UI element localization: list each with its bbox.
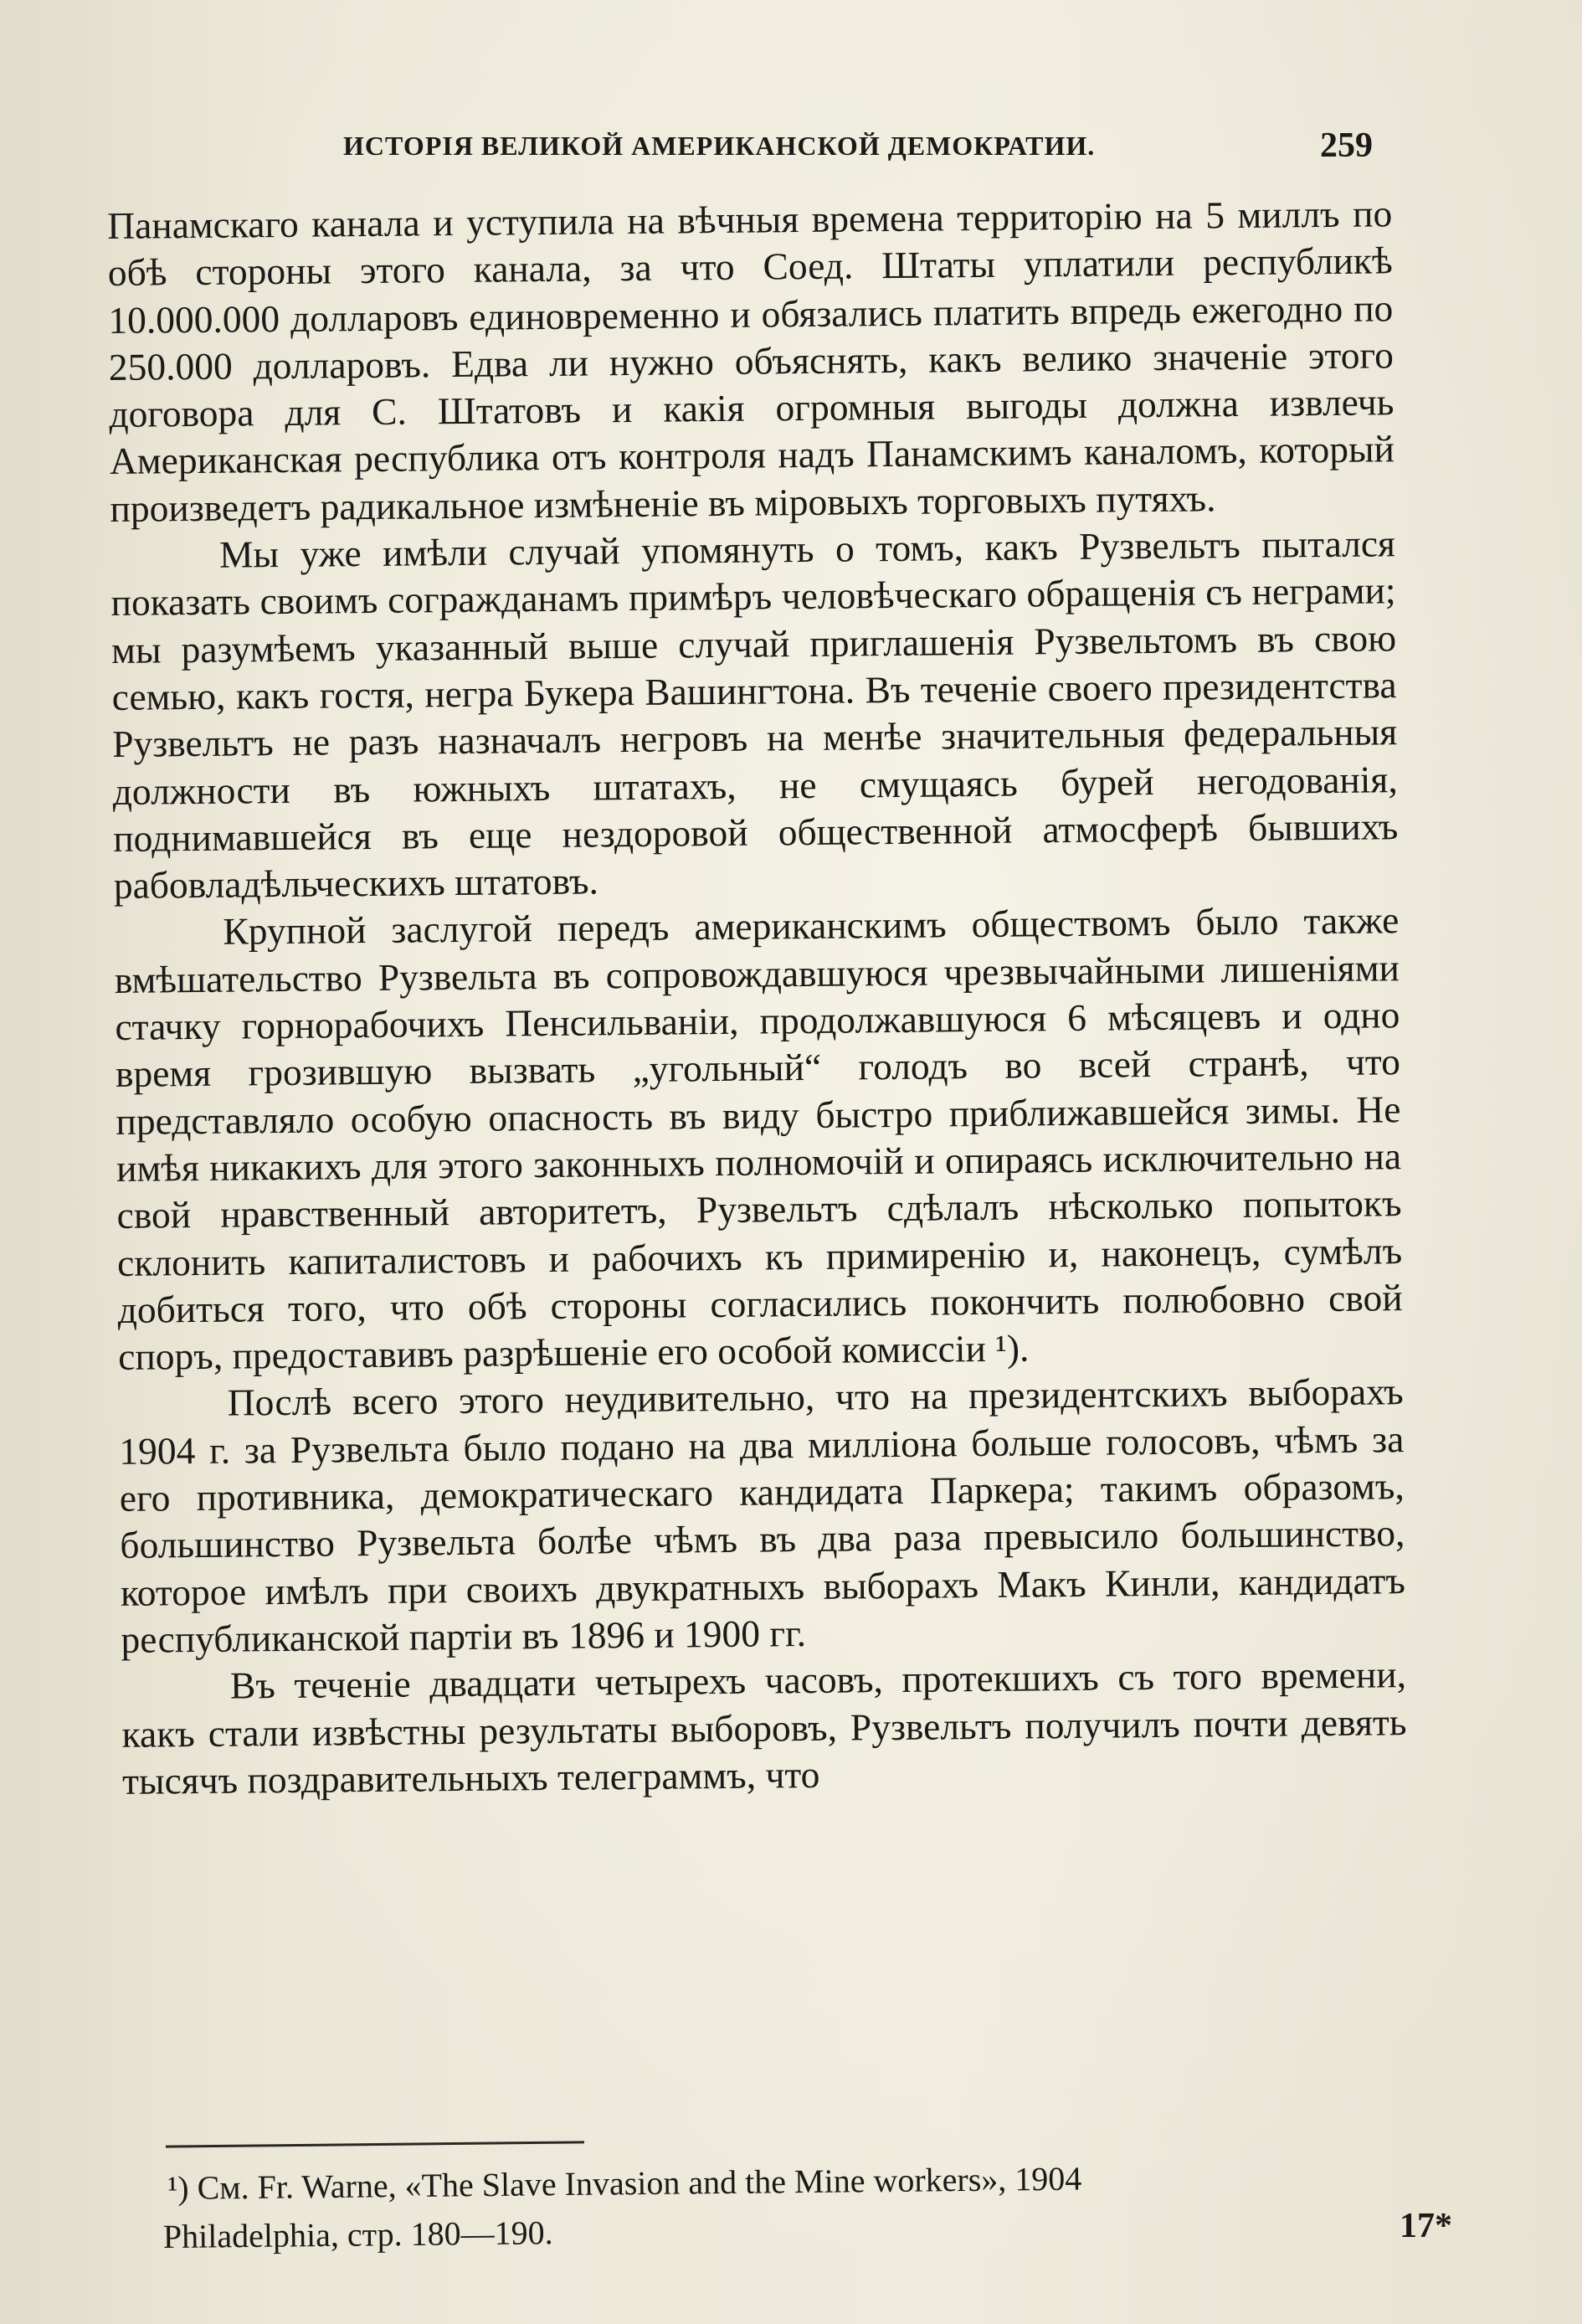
page-number: 259 bbox=[1320, 126, 1373, 165]
paragraph-3: Крупной заслугой передъ американскимъ обществомъ было также вмѣшательство Рузвельта въ сопровождавшуюся чрезвычайными лишеніями стачку горнорабочихъ Пенсильваніи, продолжавшуюся 6 мѣсяцевъ и одно время грозившую вызвать „угольный“ голодъ во всей странѣ, что представляло особую опасность въ виду быстро приближавшейся зимы. Не имѣя никакихъ для этого законныхъ полномочій и опираясь исключительно на свой нравственный авторитетъ, Рузвельтъ сдѣлалъ нѣсколько попытокъ склонить капиталистовъ и рабочихъ къ примиренію и, наконецъ, сумѣлъ добиться того, что обѣ стороны согласились покончить полюбовно свой споръ, предоставивъ разрѣшеніе его особой комиссіи ¹). bbox=[114, 898, 1403, 1379]
paragraph-1: Панамскаго канала и уступила на вѣчныя времена территорію на 5 миллъ по обѣ стороны этого канала, за что Соед. Штаты уплатили республикѣ 10.000.000 долларовъ единовременно и обязались платить впредь ежегодно по 250.000 долларовъ. Едва ли нужно объяснять, какъ велико значеніе этого договора для С. Штатовъ и какія огромныя выгоды должна извлечь Американская республика отъ контроля надъ Панамскимъ каналомъ, который произведетъ радикальное измѣненіе въ міровыхъ торговыхъ путяхъ. bbox=[107, 192, 1395, 530]
paragraph-2: Мы уже имѣли случай упомянуть о томъ, какъ Рузвельтъ пытался показать своимъ согражданамъ примѣръ человѣческаго обращенія съ неграми; мы разумѣемъ указанный выше случай приглашенія Рузвельтомъ въ свою семью, какъ гостя, негра Букера Вашингтона. Въ теченіе своего президентства Рузвельтъ не разъ назначалъ негровъ на менѣе значительныя федеральныя должности въ южныхъ штатахъ, не смущаясь бурей негодованія, поднимавшейся въ еще нездоровой общественной атмосферѣ бывшихъ рабовладѣльческихъ штатовъ. bbox=[110, 522, 1399, 907]
running-title: ИСТОРІЯ ВЕЛИКОЙ АМЕРИКАНСКОЙ ДЕМОКРАТИИ. bbox=[343, 131, 1096, 161]
footnote-divider bbox=[166, 2141, 584, 2147]
signature-mark: 17* bbox=[1400, 2207, 1452, 2245]
body-text bbox=[107, 190, 1407, 1805]
paragraph-5: Въ теченіе двадцати четырехъ часовъ, протекшихъ съ того времени, какъ стали извѣстны результаты выборовъ, Рузвельтъ получилъ почти девять тысячъ поздравительныхъ телеграммъ, что bbox=[121, 1653, 1407, 1802]
footnote-line-1: ¹) См. Fr. Warne, «The Slave Invasion and the Mine workers», 1904 bbox=[167, 2159, 1082, 2207]
footnote bbox=[162, 2151, 1457, 2261]
footnote-line-2: Philadelphia, стр. 180—190. bbox=[162, 2213, 553, 2256]
paragraph-4: Послѣ всего этого неудивительно, что на президентскихъ выборахъ 1904 г. за Рузвельта было подано на два милліона больше голосовъ, чѣмъ за его противника, демократическаго кандидата Паркера; такимъ образомъ, большинство Рузвельта болѣе чѣмъ въ два раза превысило большинство, которое имѣлъ при своихъ двукратныхъ выборахъ Макъ Кинли, кандидатъ республиканской партіи въ 1896 и 1900 гг. bbox=[119, 1370, 1406, 1661]
page-header bbox=[335, 126, 1373, 176]
